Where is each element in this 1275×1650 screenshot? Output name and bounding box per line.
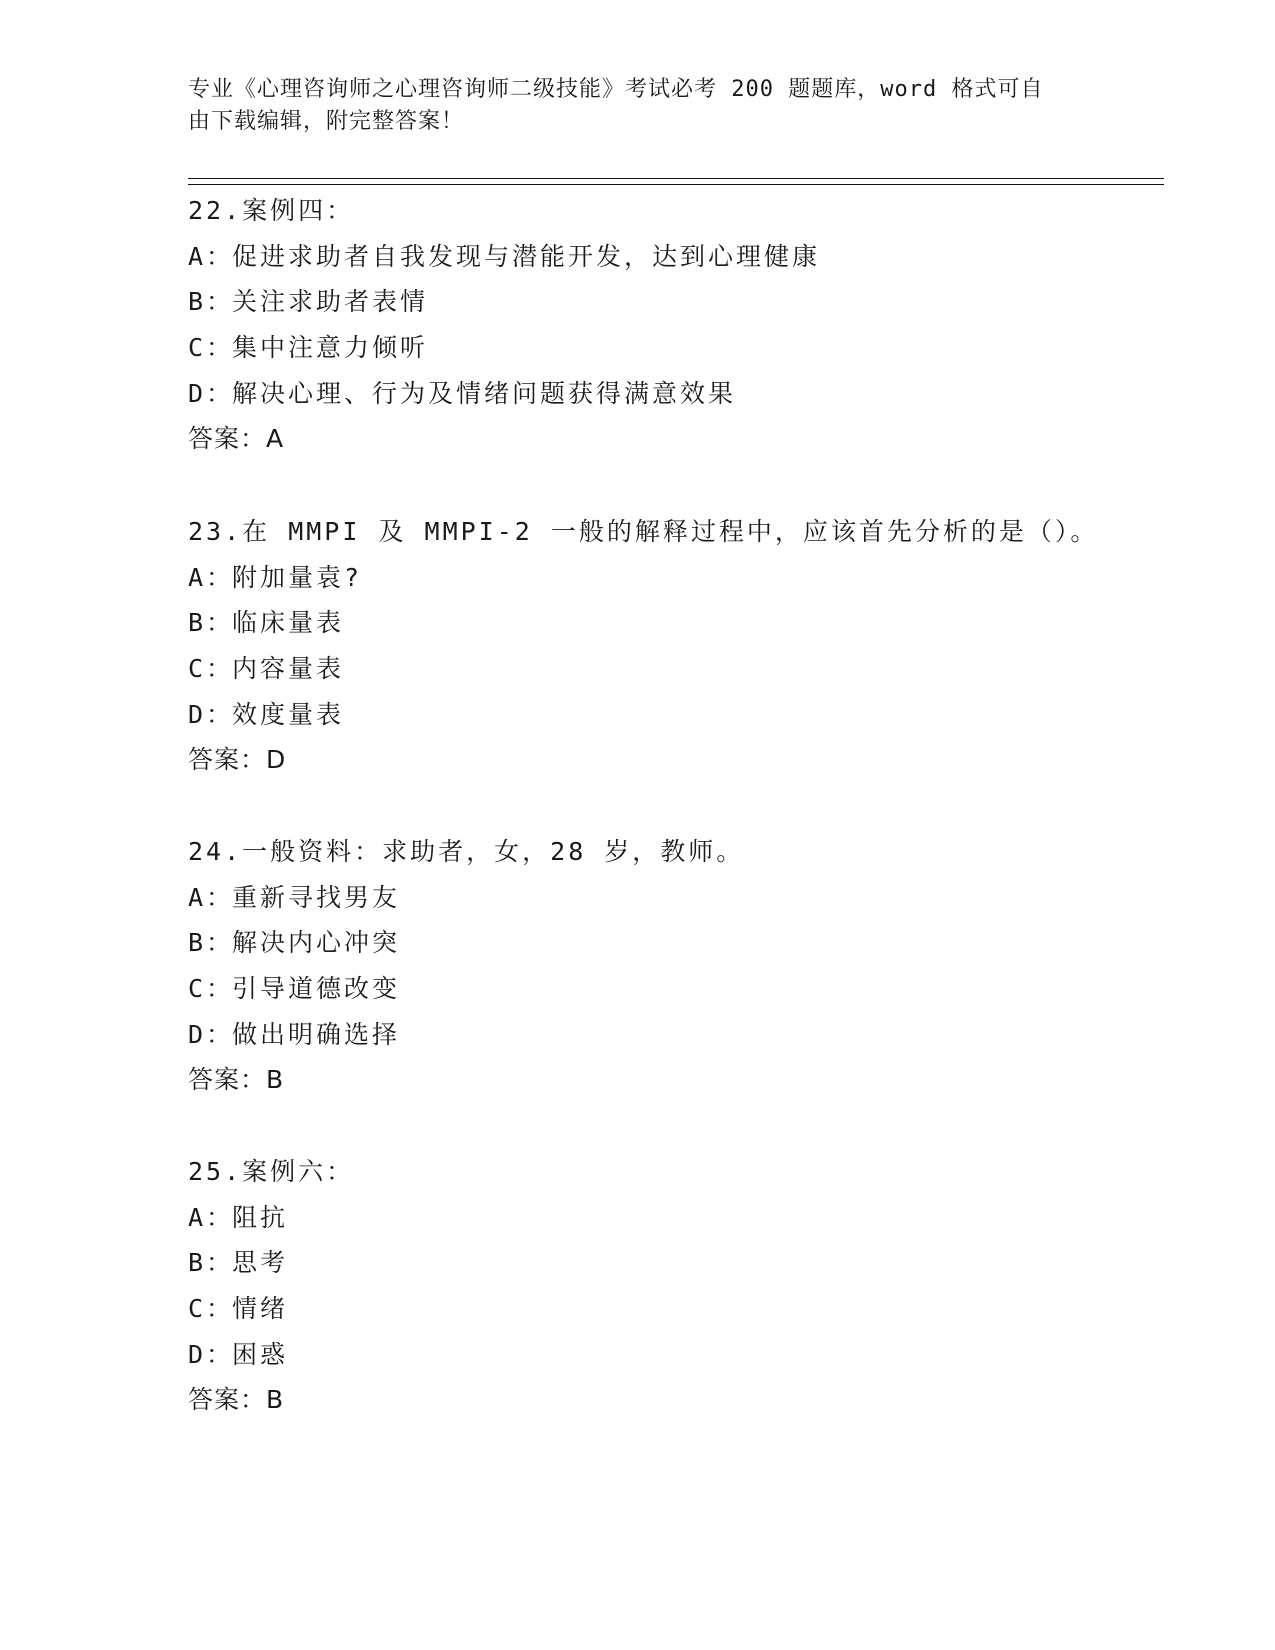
question-25 <box>188 1149 1148 1423</box>
option-key: B： <box>188 928 235 958</box>
option-key: A： <box>188 1202 235 1232</box>
option-text: 做出明确选择 <box>232 1019 401 1049</box>
option-key: C： <box>188 333 235 363</box>
option-c <box>188 646 1148 692</box>
option-key: D： <box>188 1019 235 1049</box>
option-text: 促进求助者自我发现与潜能开发，达到心理健康 <box>232 241 821 271</box>
header-line-2: 由下载编辑，附完整答案！ <box>188 109 465 134</box>
option-key: D： <box>188 699 235 729</box>
document-header <box>188 74 1078 138</box>
option-text: 解决内心冲突 <box>232 928 401 958</box>
option-b <box>188 600 1148 646</box>
question-23 <box>188 509 1148 783</box>
option-text: 情绪 <box>232 1294 289 1324</box>
option-key: A： <box>188 882 235 912</box>
question-stem: 25.案例六： <box>188 1157 355 1186</box>
header-divider-bottom <box>188 184 1164 185</box>
option-text: 解决心理、行为及情绪问题获得满意效果 <box>232 378 737 408</box>
option-a <box>188 875 1148 921</box>
option-d <box>188 692 1148 738</box>
option-text: 内容量表 <box>232 654 345 684</box>
option-b <box>188 1240 1148 1286</box>
option-key: B： <box>188 287 235 317</box>
option-text: 阻抗 <box>232 1202 289 1232</box>
option-text: 困惑 <box>232 1339 289 1369</box>
option-a <box>188 234 1148 280</box>
question-stem: 24.一般资料：求助者，女，28 岁，教师。 <box>188 837 745 866</box>
option-key: C： <box>188 654 235 684</box>
answer-line: 答案：B <box>188 1385 285 1415</box>
answer-line: 答案：A <box>188 424 285 454</box>
option-key: A： <box>188 241 235 271</box>
option-c <box>188 325 1148 371</box>
option-key: D： <box>188 1339 235 1369</box>
option-text: 重新寻找男友 <box>232 882 401 912</box>
option-c <box>188 966 1148 1012</box>
option-text: 效度量表 <box>232 699 345 729</box>
question-stem: 22.案例四： <box>188 196 355 225</box>
option-text: 附加量袁? <box>232 562 363 592</box>
option-key: B： <box>188 608 235 638</box>
option-key: C： <box>188 974 235 1004</box>
option-b <box>188 920 1148 966</box>
answer-line: 答案：B <box>188 1065 285 1095</box>
header-line-1: 专业《心理咨询师之心理咨询师二级技能》考试必考 200 题题库，word 格式可自 <box>188 77 1044 102</box>
option-d <box>188 371 1148 417</box>
answer-line: 答案：D <box>188 745 287 775</box>
header-divider-top <box>188 178 1164 179</box>
question-stem: 23.在 MMPI 及 MMPI-2 一般的解释过程中，应该首先分析的是（）。 <box>188 517 1099 546</box>
option-text: 关注求助者表情 <box>232 287 429 317</box>
option-a <box>188 555 1148 601</box>
option-key: B： <box>188 1248 235 1278</box>
option-a <box>188 1195 1148 1241</box>
question-24 <box>188 829 1148 1103</box>
option-key: C： <box>188 1294 235 1324</box>
option-text: 临床量表 <box>232 608 345 638</box>
option-c <box>188 1286 1148 1332</box>
option-text: 集中注意力倾听 <box>232 333 429 363</box>
option-text: 引导道德改变 <box>232 974 401 1004</box>
option-d <box>188 1012 1148 1058</box>
option-text: 思考 <box>232 1248 289 1278</box>
option-b <box>188 279 1148 325</box>
option-key: A： <box>188 562 235 592</box>
option-key: D： <box>188 378 235 408</box>
option-d <box>188 1332 1148 1378</box>
question-22 <box>188 188 1148 462</box>
